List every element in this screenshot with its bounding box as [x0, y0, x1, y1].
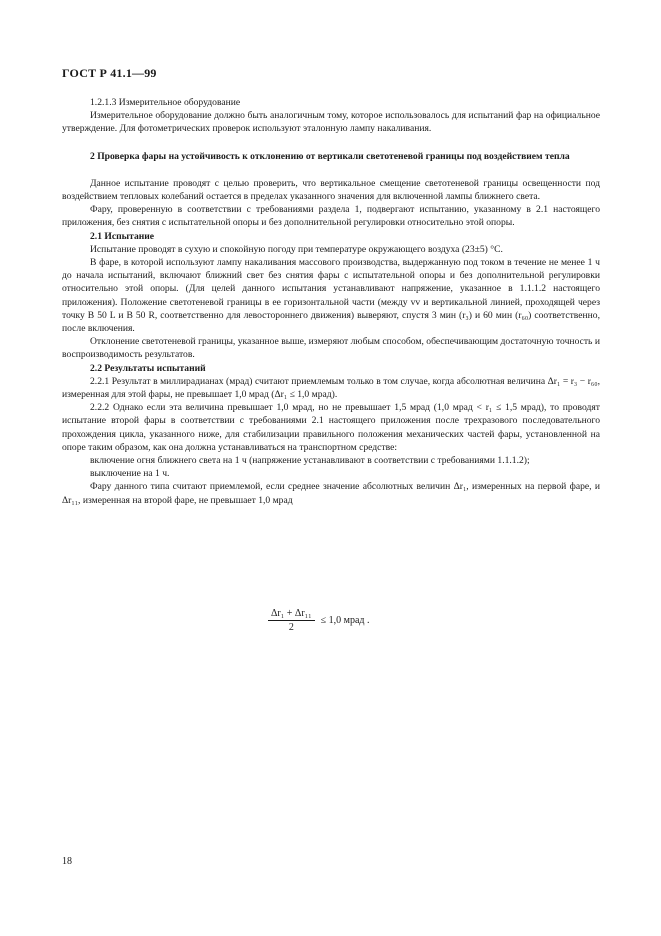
subsection-heading-1-2-1-3: 1.2.1.3 Измерительное оборудование — [90, 97, 241, 108]
paragraph: Фару данного типа считают приемлемой, если среднее значение абсолютных величин Δr₁, измеренных на первой фаре, и Δr₁₁, измеренная на второй фаре, не превышает 1,0 мрад — [62, 481, 600, 506]
subsection-title-2-2: 2.2 Результаты испытаний — [90, 362, 206, 374]
standard-header: ГОСТ Р 41.1—99 — [62, 66, 157, 80]
subsection-title-2-1: 2.1 Испытание — [90, 230, 155, 242]
formula-relation: ≤ 1,0 мрад . — [320, 615, 370, 626]
paragraph: Испытание проводят в сухую и спокойную погоду при температуре окружающего воздуха (23±5) °С. — [90, 243, 503, 255]
paragraph: выключение на 1 ч. — [90, 468, 170, 480]
section-2-title: 2 Проверка фары на устойчивость к отклонению от вертикали светотеневой границы под воздействием тепла — [90, 150, 570, 162]
page-number: 18 — [62, 856, 72, 867]
formula-fraction — [268, 608, 315, 633]
paragraph: Данное испытание проводят с целью проверить, что вертикальное смещение светотеневой границы освещенности под воздействием тепловых колебаний остается в пределах указанного значения для включенной лампы ближнего света. — [62, 177, 600, 203]
paragraph: включение огня ближнего света на 1 ч (напряжение устанавливают в соответствии с требованиями 1.1.1.2); — [90, 455, 530, 467]
formula-denominator: 2 — [288, 622, 294, 633]
paragraph: Фару, проверенную в соответствии с требованиями раздела 1, подвергают испытанию, указанному в 2.1 настоящего приложения, без снятия с испытательной опоры и без дополнительной регулировки относительно этой опоры. — [62, 204, 600, 229]
document-body — [62, 96, 600, 507]
paragraph: 2.2.2 Однако если эта величина превышает 1,0 мрад, но не превышает 1,5 мрад (1,0 мрад < r₁ ≤ 1,5 мрад), то проводят испытание второй фары в соответствии с требованиями 2.1 настоящего приложения после трехразового последовательного прохождения цикла, указанного ниже, для стабилизации правильного положения механических частей фары, установленной на опоре таким образом, как она должна устанавливаться на транспортном средстве: — [62, 402, 600, 453]
formula — [268, 608, 369, 633]
paragraph: В фаре, в которой используют лампу накаливания массового производства, выдержанную под током в течение не менее 1 ч до начала испытаний, включают ближний свет без снятия фары с испытательной опоры и без дополнительной регулировки относительно этой опоры. (Для целей данного испытания устанавливают напряжение, указанное в 1.1.1.2 настоящего приложения). Положение светотеневой границы в ее горизонтальной части (между vv и вертикальной линией, проходящей через точку В 50 L и В 50 R, соответственно для левостороннего движения) выверяют, спустя 3 мин (r₃) и 60 мин (r₆₀) соответственно, после включения. — [62, 257, 600, 335]
formula-numerator: Δr₁ + Δr₁₁ — [268, 608, 315, 621]
paragraph: 2.2.1 Результат в миллирадианах (мрад) считают приемлемым только в том случае, когда абсолютная величина Δr₁ = r₃ − r₆₀, измеренная для этой фары, не превышает 1,0 мрад (Δr₁ ≤ 1,0 мрад). — [62, 375, 600, 401]
paragraph: Отклонение светотеневой границы, указанное выше, измеряют любым способом, обеспечивающим достаточную точность и воспроизводимость результатов. — [62, 336, 600, 361]
paragraph: Измерительное оборудование должно быть аналогичным тому, которое использовалось для испытаний фар на официальное утверждение. Для фотометрических проверок используют эталонную лампу накаливания. — [62, 110, 600, 135]
